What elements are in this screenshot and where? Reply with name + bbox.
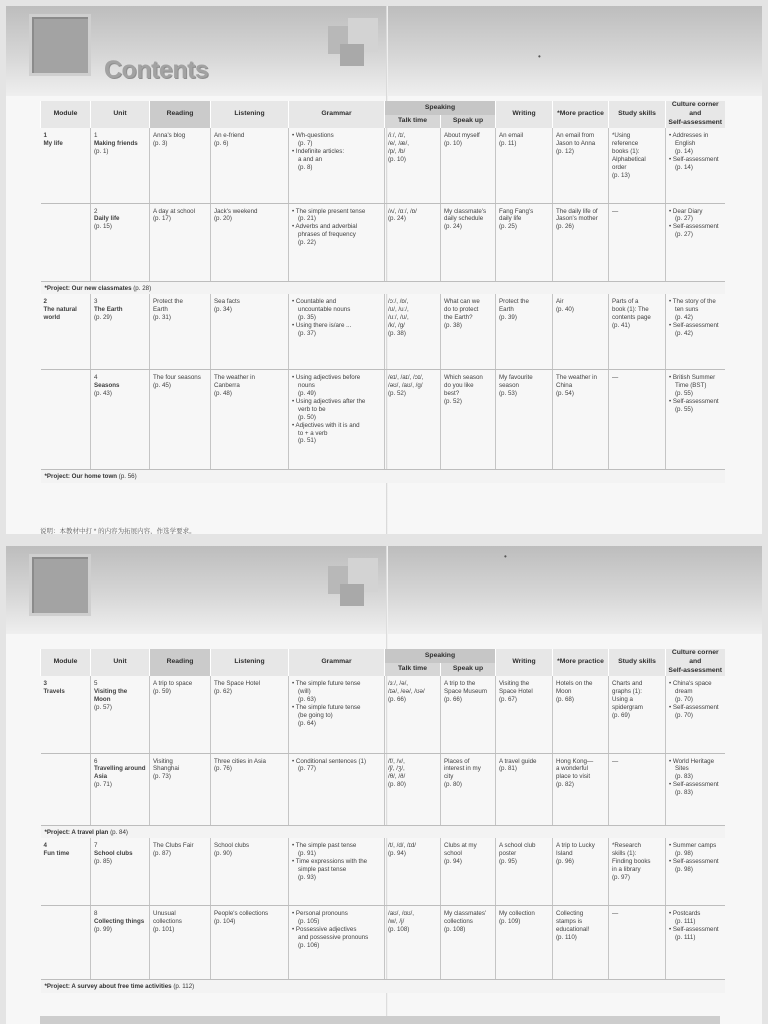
module-cell [41,369,91,469]
unit-cell: 3 The Earth (p. 29) [91,294,150,369]
grammar-item: • Using there is/are ... (p. 37) [292,322,381,338]
more-practice-cell: Hotels on the Moon (p. 68) [553,676,609,753]
culture-item: • Self-assessment (p. 27) [669,223,722,239]
listening-cell: Three cities in Asia (p. 76) [211,753,289,825]
culture-item: • The story of the ten suns (p. 42) [669,298,722,322]
module-cell: 2 The natural world [41,294,91,369]
header-speaking: Speaking [385,649,496,663]
grammar-item: • The simple present tense (p. 21) [292,208,381,224]
reading-cell: Visiting Shanghai (p. 73) [150,753,211,825]
header-grammar: Grammar [289,101,385,128]
grammar-cell [289,753,385,825]
writing-cell: My collection (p. 109) [496,905,553,979]
unit-cell: 6 Travelling around Asia (p. 71) [91,753,150,825]
study-skills-cell: — [609,203,666,281]
culture-cell [666,128,725,203]
grammar-cell [289,369,385,469]
speak-up-cell: Places of interest in my city (p. 80) [441,753,496,825]
talk-time-cell: /iː/, /ɪ/, /e/, /æ/, /p/, /b/ (p. 10) [385,128,441,203]
project-row: *Project: Our home town (p. 56) [41,469,725,482]
next-page-edge [40,1016,720,1024]
more-practice-cell: Hong Kong— a wonderful place to visit (p. 82) [553,753,609,825]
header-talk-time: Talk time [385,663,441,676]
study-skills-cell: Charts and graphs (1): Using a spidergram (p. 69) [609,676,666,753]
grammar-item: • Indefinite articles: a and an (p. 8) [292,148,381,172]
grammar-item: • The simple future tense (be going to) (p. 64) [292,704,381,728]
contents-table [40,649,725,993]
culture-item: • Self-assessment (p. 55) [669,398,722,414]
study-skills-cell: Parts of a book (1): The contents page (p. 41) [609,294,666,369]
unit-cell: 1 Making friends (p. 1) [91,128,150,203]
speak-up-cell: Clubs at my school (p. 94) [441,838,496,905]
study-skills-cell: — [609,369,666,469]
unit-cell: 8 Collecting things (p. 99) [91,905,150,979]
unit-cell: 2 Daily life (p. 15) [91,203,150,281]
header-more-practice: *More practice [553,649,609,676]
grammar-cell [289,838,385,905]
listening-cell: The Space Hotel (p. 62) [211,676,289,753]
culture-cell [666,203,725,281]
header-band [6,546,762,634]
writing-cell: A school club poster (p. 95) [496,838,553,905]
more-practice-cell: The daily life of Jason's mother (p. 26) [553,203,609,281]
culture-item: • Self-assessment (p. 42) [669,322,722,338]
culture-cell [666,369,725,469]
header-study-skills: Study skills [609,649,666,676]
header-talk-time: Talk time [385,115,441,128]
header-more-practice: *More practice [553,101,609,128]
reading-cell: Protect the Earth (p. 31) [150,294,211,369]
contents-page-1 [6,6,762,534]
header-culture: Culture corner and Self-assessment [666,649,725,676]
header-unit: Unit [91,649,150,676]
study-skills-cell: *Using reference books (1): Alphabetical order (p. 13) [609,128,666,203]
unit-row [41,905,725,979]
unit-row [41,753,725,825]
grammar-cell [289,905,385,979]
culture-item: • Dear Diary (p. 27) [669,208,722,224]
writing-cell: A travel guide (p. 81) [496,753,553,825]
contents-table [40,101,725,483]
header-speaking: Speaking [385,101,496,115]
unit-cell: 4 Seasons (p. 43) [91,369,150,469]
grammar-cell [289,676,385,753]
project-row: *Project: A survey about free time activities (p. 112) [41,979,725,992]
module-cell [41,203,91,281]
talk-time-cell: /f/, /v/, /ʃ/, /ʒ/, /θ/, /ð/ (p. 80) [385,753,441,825]
listening-cell: People's collections (p. 104) [211,905,289,979]
more-practice-cell: Collecting stamps is educational! (p. 110) [553,905,609,979]
speak-up-cell: A trip to the Space Museum (p. 66) [441,676,496,753]
grammar-item: • Adjectives with it is and to + a verb (p. 51) [292,422,381,446]
speck: • [504,552,507,561]
reading-cell: Unusual collections (p. 101) [150,905,211,979]
listening-cell: An e-friend (p. 6) [211,128,289,203]
module-cell: 1 My life [41,128,91,203]
speak-up-cell: My classmates' collections (p. 108) [441,905,496,979]
header-listening: Listening [211,649,289,676]
unit-row [41,294,725,369]
talk-time-cell: /t/, /d/, /ɪd/ (p. 94) [385,838,441,905]
culture-item: • Summer camps (p. 98) [669,842,722,858]
header-listening: Listening [211,101,289,128]
module-cell: 4 Fun time [41,838,91,905]
study-skills-cell: — [609,905,666,979]
culture-item: • World Heritage Sites (p. 83) [669,758,722,782]
grammar-item: • Wh-questions (p. 7) [292,132,381,148]
footnote: 说明：本教材中打 * 的内容为拓展内容，作选学要求。 [40,528,196,534]
writing-cell: Visiting the Space Hotel (p. 67) [496,676,553,753]
grammar-cell [289,203,385,281]
reading-cell: Anna's blog (p. 3) [150,128,211,203]
reading-cell: A trip to space (p. 59) [150,676,211,753]
listening-cell: Jack's weekend (p. 20) [211,203,289,281]
decorative-squares [328,558,380,608]
culture-cell [666,905,725,979]
culture-item: • Self-assessment (p. 83) [669,781,722,797]
study-skills-cell: *Research skills (1): Finding books in a library (p. 97) [609,838,666,905]
project-row: *Project: A travel plan (p. 84) [41,825,725,838]
more-practice-cell: A trip to Lucky Island (p. 96) [553,838,609,905]
header-unit: Unit [91,101,150,128]
talk-time-cell: /ɜː/, /ə/, /ɪə/, /eə/, /ʊə/ (p. 66) [385,676,441,753]
talk-time-cell: /ʌ/, /ɑː/, /ɒ/ (p. 24) [385,203,441,281]
culture-cell [666,294,725,369]
module-cell [41,905,91,979]
grammar-item: • Using adjectives after the verb to be (p. 50) [292,398,381,422]
grammar-cell [289,128,385,203]
writing-cell: Protect the Earth (p. 39) [496,294,553,369]
page-title: Contents [104,56,209,84]
culture-item: • Addresses in English (p. 14) [669,132,722,156]
unit-cell: 5 Visiting the Moon (p. 57) [91,676,150,753]
listening-cell: Sea facts (p. 34) [211,294,289,369]
header-grammar: Grammar [289,649,385,676]
culture-cell [666,753,725,825]
culture-cell [666,676,725,753]
grammar-item: • Adverbs and adverbial phrases of frequency (p. 22) [292,223,381,247]
culture-item: • Self-assessment (p. 111) [669,926,722,942]
speak-up-cell: My classmate's daily schedule (p. 24) [441,203,496,281]
module-cell [41,753,91,825]
grammar-item: • Countable and uncountable nouns (p. 35) [292,298,381,322]
header-module: Module [41,649,91,676]
grammar-item: • Time expressions with the simple past tense (p. 93) [292,858,381,882]
more-practice-cell: An email from Jason to Anna (p. 12) [553,128,609,203]
header-writing: Writing [496,101,553,128]
culture-item: • Postcards (p. 111) [669,910,722,926]
header-module: Module [41,101,91,128]
speak-up-cell: About myself (p. 10) [441,128,496,203]
talk-time-cell: /eɪ/, /aɪ/, /ɔɪ/, /əʊ/, /aʊ/, /g/ (p. 52) [385,369,441,469]
logo-square [29,14,91,76]
more-practice-cell: The weather in China (p. 54) [553,369,609,469]
writing-cell: An email (p. 11) [496,128,553,203]
unit-row [41,128,725,203]
culture-item: • Self-assessment (p. 70) [669,704,722,720]
module-cell: 3 Travels [41,676,91,753]
grammar-item: • Conditional sentences (1) (p. 77) [292,758,381,774]
talk-time-cell: /aʊ/, /ɑʊ/, /w/, /j/ (p. 108) [385,905,441,979]
study-skills-cell: — [609,753,666,825]
speak-up-cell: Which season do you like best? (p. 52) [441,369,496,469]
culture-item: • British Summer Time (BST) (p. 55) [669,374,722,398]
grammar-item: • Personal pronouns (p. 105) [292,910,381,926]
grammar-item: • The simple future tense (will) (p. 63) [292,680,381,704]
header-culture: Culture corner and Self-assessment [666,101,725,128]
unit-cell: 7 School clubs (p. 85) [91,838,150,905]
speak-up-cell: What can we do to protect the Earth? (p. 38) [441,294,496,369]
header-reading: Reading [150,101,211,128]
culture-cell [666,838,725,905]
unit-row [41,203,725,281]
listening-cell: School clubs (p. 90) [211,838,289,905]
header-speak-up: Speak up [441,663,496,676]
culture-item: • Self-assessment (p. 14) [669,156,722,172]
project-row: *Project: Our new classmates (p. 28) [41,281,725,294]
logo-square [29,554,91,616]
more-practice-cell: Air (p. 40) [553,294,609,369]
culture-item: • Self-assessment (p. 98) [669,858,722,874]
reading-cell: A day at school (p. 17) [150,203,211,281]
speck: • [538,52,541,61]
listening-cell: The weather in Canberra (p. 48) [211,369,289,469]
culture-item: • China's space dream (p. 70) [669,680,722,704]
decorative-squares [328,18,380,68]
grammar-item: • The simple past tense (p. 91) [292,842,381,858]
unit-row [41,838,725,905]
header-reading: Reading [150,649,211,676]
header-writing: Writing [496,649,553,676]
reading-cell: The four seasons (p. 45) [150,369,211,469]
writing-cell: My favourite season (p. 53) [496,369,553,469]
unit-row [41,369,725,469]
unit-row [41,676,725,753]
writing-cell: Fang Fang's daily life (p. 25) [496,203,553,281]
header-study-skills: Study skills [609,101,666,128]
grammar-item: • Using adjectives before nouns (p. 49) [292,374,381,398]
talk-time-cell: /ɔː/, /ɒ/, /ʊ/, /uː/, /uː/, /ʊ/, /k/, /g/ (p. 38) [385,294,441,369]
header-speak-up: Speak up [441,115,496,128]
grammar-item: • Possessive adjectives and possessive pronouns (p. 106) [292,926,381,950]
reading-cell: The Clubs Fair (p. 87) [150,838,211,905]
grammar-cell [289,294,385,369]
